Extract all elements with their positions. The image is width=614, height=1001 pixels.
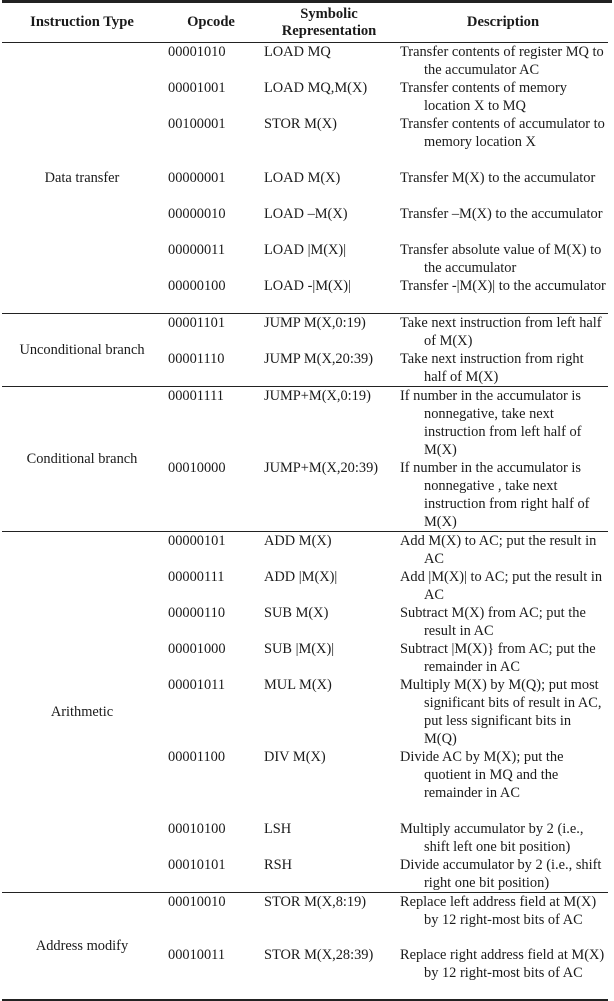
opcode-cell (162, 79, 260, 115)
symbolic-cell-text: JUMP M(X,0:19) (264, 314, 366, 331)
opcode-cell-text: 00001011 (168, 676, 226, 693)
symbolic-cell-text: RSH (264, 856, 292, 873)
description-cell-text: Multiply accumulator by 2 (i.e., shift left one bit position) (400, 820, 584, 855)
description-cell (398, 386, 608, 459)
opcode-cell (162, 43, 260, 80)
opcode-cell-text: 00001001 (168, 80, 226, 96)
symbolic-cell (260, 313, 398, 350)
symbolic-cell (260, 604, 398, 640)
description-cell (398, 241, 608, 277)
description-cell (398, 169, 608, 205)
symbolic-cell (260, 241, 398, 277)
description-cell (398, 604, 608, 640)
opcode-cell (162, 386, 260, 459)
table-row (2, 43, 608, 80)
symbolic-cell (260, 568, 398, 604)
opcode-cell (162, 115, 260, 169)
opcode-cell-text: 00000101 (168, 532, 226, 549)
description-cell (398, 43, 608, 80)
opcode-cell-text: 00000100 (168, 278, 226, 294)
description-cell-text: If number in the accumulator is nonnegative , take next instruction from right half of M(X) (400, 459, 590, 530)
description-cell-text: Divide accumulator by 2 (i.e., shift right one bit position) (400, 856, 602, 891)
symbolic-cell (260, 205, 398, 241)
symbolic-cell (260, 459, 398, 532)
description-cell-text: Transfer M(X) to the accumulator (400, 170, 596, 186)
opcode-cell-text: 00001101 (168, 314, 226, 331)
instruction-type-cell: Address modify (2, 892, 162, 1000)
symbolic-cell-text: ADD |M(X)| (264, 568, 338, 585)
header-opcode: Opcode (162, 3, 260, 43)
opcode-cell (162, 313, 260, 350)
opcode-cell (162, 946, 260, 1000)
description-cell (398, 892, 608, 946)
description-cell-text: Subtract M(X) from AC; put the result in AC (400, 604, 586, 639)
symbolic-cell-text: LOAD M(X) (264, 170, 341, 186)
symbolic-cell (260, 946, 398, 1000)
opcode-cell-text: 00001010 (168, 44, 226, 60)
symbolic-cell-text: LOAD -|M(X)| (264, 278, 351, 294)
header-description: Description (398, 3, 608, 43)
description-cell (398, 676, 608, 748)
symbolic-cell (260, 820, 398, 856)
description-cell-text: Add M(X) to AC; put the result in AC (400, 532, 597, 567)
instruction-type-cell: Arithmetic (2, 531, 162, 892)
description-cell (398, 748, 608, 820)
description-cell-text: Divide AC by M(X); put the quotient in MQ and the remainder in AC (400, 748, 564, 801)
opcode-cell (162, 205, 260, 241)
symbolic-cell (260, 856, 398, 893)
opcode-cell (162, 856, 260, 893)
symbolic-cell-text: STOR M(X,28:39) (264, 947, 374, 963)
symbolic-cell-text: ADD M(X) (264, 532, 332, 549)
header-instruction-type: Instruction Type (2, 3, 162, 43)
opcode-cell-text: 00000111 (168, 568, 225, 585)
symbolic-cell-text: DIV M(X) (264, 748, 326, 765)
table-row (2, 313, 608, 350)
opcode-cell-text: 00000001 (168, 170, 226, 186)
instruction-type-cell: Data transfer (2, 43, 162, 314)
opcode-cell-text: 00001000 (168, 640, 226, 657)
symbolic-cell-text: LSH (264, 820, 292, 837)
symbolic-cell (260, 79, 398, 115)
symbolic-cell-text: SUB M(X) (264, 604, 329, 621)
description-cell-text: Add |M(X)| to AC; put the result in AC (400, 568, 603, 603)
description-cell (398, 459, 608, 532)
symbolic-cell (260, 169, 398, 205)
symbolic-cell (260, 115, 398, 169)
symbolic-cell (260, 386, 398, 459)
opcode-cell-text: 00001100 (168, 748, 226, 765)
opcode-cell (162, 676, 260, 748)
table-row (2, 531, 608, 568)
opcode-cell-text: 00010101 (168, 856, 226, 873)
description-cell (398, 820, 608, 856)
symbolic-cell-text: MUL M(X) (264, 676, 332, 693)
description-cell (398, 79, 608, 115)
description-cell-text: Transfer contents of memory location X to MQ (400, 80, 567, 114)
symbolic-cell (260, 892, 398, 946)
opcode-cell-text: 00000110 (168, 604, 226, 621)
opcode-cell (162, 748, 260, 820)
opcode-cell-text: 00010011 (168, 947, 226, 963)
header-symbolic-representation: Symbolic Representation (260, 3, 398, 43)
symbolic-cell-text: LOAD |M(X)| (264, 242, 347, 258)
description-cell-text: Subtract |M(X)} from AC; put the remainder in AC (400, 640, 596, 675)
opcode-cell (162, 604, 260, 640)
description-cell-text: If number in the accumulator is nonnegative, take next instruction from left half of M(X) (400, 387, 582, 458)
opcode-cell (162, 241, 260, 277)
description-cell-text: Transfer -|M(X)| to the accumulator (400, 278, 606, 294)
description-cell-text: Replace left address field at M(X) by 12 right-most bits of AC (400, 893, 597, 928)
opcode-cell (162, 169, 260, 205)
description-cell-text: Transfer contents of accumulator to memory location X (400, 116, 605, 150)
opcode-cell (162, 531, 260, 568)
opcode-cell-text: 00000011 (168, 242, 226, 258)
table-header (2, 3, 608, 43)
symbolic-cell-text: STOR M(X,8:19) (264, 893, 367, 910)
description-cell (398, 313, 608, 350)
instruction-set-table (2, 3, 608, 1001)
symbolic-cell-text: LOAD MQ,M(X) (264, 80, 368, 96)
symbolic-cell-text: LOAD –M(X) (264, 206, 348, 222)
opcode-cell (162, 892, 260, 946)
opcode-cell-text: 00001111 (168, 387, 224, 404)
instruction-type-cell: Unconditional branch (2, 313, 162, 386)
description-cell-text: Take next instruction from left half of M(X) (400, 314, 602, 349)
instruction-type-cell: Conditional branch (2, 386, 162, 531)
symbolic-cell (260, 350, 398, 387)
symbolic-cell-text: JUMP M(X,20:39) (264, 350, 374, 367)
opcode-cell (162, 350, 260, 387)
opcode-cell (162, 459, 260, 532)
symbolic-cell-text: STOR M(X) (264, 116, 337, 132)
opcode-cell-text: 00000010 (168, 206, 226, 222)
opcode-cell (162, 277, 260, 313)
opcode-cell-text: 00010100 (168, 820, 226, 837)
opcode-cell (162, 640, 260, 676)
description-cell-text: Transfer –M(X) to the accumulator (400, 206, 603, 222)
description-cell (398, 277, 608, 313)
opcode-cell (162, 568, 260, 604)
symbolic-cell-text: JUMP+M(X,20:39) (264, 459, 379, 476)
description-cell-text: Replace right address field at M(X) by 12 right-most bits of AC (400, 947, 605, 981)
opcode-cell (162, 820, 260, 856)
symbolic-cell (260, 748, 398, 820)
description-cell (398, 350, 608, 387)
description-cell-text: Multiply M(X) by M(Q); put most significant bits of result in AC, put less significant bits in M(Q) (400, 676, 602, 747)
description-cell-text: Transfer absolute value of M(X) to the accumulator (400, 242, 602, 276)
symbolic-cell (260, 43, 398, 80)
table-body (2, 43, 608, 1001)
symbolic-cell-text: JUMP+M(X,0:19) (264, 387, 371, 404)
symbolic-cell-text: LOAD MQ (264, 44, 331, 60)
table-row (2, 892, 608, 946)
opcode-cell-text: 00001110 (168, 350, 225, 367)
description-cell-text: Transfer contents of register MQ to the accumulator AC (400, 44, 604, 78)
description-cell (398, 640, 608, 676)
description-cell-text: Take next instruction from right half of M(X) (400, 350, 584, 385)
opcode-cell-text: 00010000 (168, 459, 226, 476)
symbolic-cell-text: SUB |M(X)| (264, 640, 335, 657)
description-cell (398, 205, 608, 241)
symbolic-cell (260, 640, 398, 676)
description-cell (398, 568, 608, 604)
description-cell (398, 115, 608, 169)
opcode-cell-text: 00010010 (168, 893, 226, 910)
symbolic-cell (260, 277, 398, 313)
description-cell (398, 856, 608, 893)
table-row (2, 386, 608, 459)
description-cell (398, 531, 608, 568)
symbolic-cell (260, 531, 398, 568)
opcode-cell-text: 00100001 (168, 116, 226, 132)
description-cell (398, 946, 608, 1000)
symbolic-cell (260, 676, 398, 748)
